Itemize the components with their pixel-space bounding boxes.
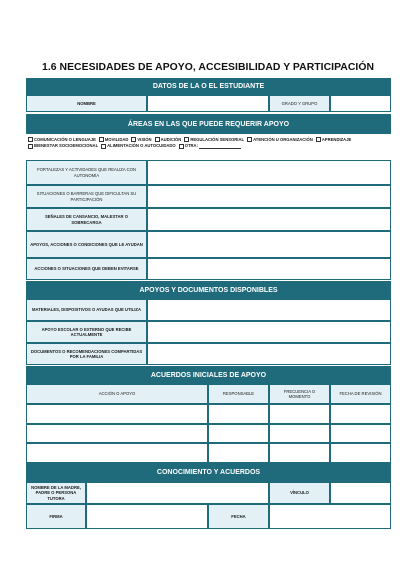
agreement-column-header: FECHA DE REVISIÓN [330, 384, 391, 404]
grade-field[interactable] [330, 95, 391, 112]
agreement-cell[interactable] [208, 424, 269, 444]
checkbox-icon[interactable] [155, 137, 160, 142]
area-row-field[interactable] [147, 160, 391, 185]
consent-section-header: CONOCIMIENTO Y ACUERDOS [26, 463, 391, 482]
agreement-column-header: FRECUENCIA O MOMENTO [269, 384, 330, 404]
areas-section-header: ÁREAS EN LAS QUE PUEDE REQUERIR APOYO [26, 114, 391, 134]
area-option-label: VISIÓN [137, 137, 152, 142]
checkbox-icon[interactable] [28, 144, 33, 149]
checkbox-icon[interactable] [131, 137, 136, 142]
area-option[interactable] [184, 137, 244, 142]
agreement-cell[interactable] [330, 443, 391, 463]
area-row-label: APOYOS, ACCIONES O CONDICIONES QUE LE AYUDAN [26, 231, 147, 258]
area-option-label: APRENDIZAJE [321, 137, 352, 142]
date-field[interactable] [269, 504, 391, 529]
area-option[interactable] [131, 137, 151, 142]
area-option-label: OTRA: [184, 143, 198, 149]
area-option[interactable] [28, 143, 98, 148]
area-row-field[interactable] [147, 231, 391, 258]
area-option[interactable] [179, 143, 241, 148]
area-row-field[interactable] [147, 185, 391, 208]
agreement-cell[interactable] [330, 424, 391, 444]
support-row-label: MATERIALES, DISPOSITIVOS O AYUDAS QUE UTILIZA [26, 299, 147, 321]
area-row-label: SITUACIONES O BARRERAS QUE DIFICULTAN SU PARTICIPACIÓN [26, 185, 147, 208]
area-option-label: AUDICIÓN [160, 137, 182, 142]
guardian-label: NOMBRE DE LA MADRE, PADRE O PERSONA TUTORA [26, 482, 86, 504]
checkbox-icon[interactable] [28, 137, 33, 142]
checkbox-icon[interactable] [247, 137, 252, 142]
area-option[interactable] [247, 137, 313, 142]
other-field[interactable] [199, 144, 241, 149]
checkbox-icon[interactable] [316, 137, 321, 142]
area-row-field[interactable] [147, 258, 391, 280]
signature-field[interactable] [86, 504, 208, 529]
agreement-cell[interactable] [26, 404, 208, 424]
signature-label: FIRMA [26, 504, 86, 529]
agreement-cell[interactable] [330, 404, 391, 424]
grade-label: GRADO Y GRUPO [269, 95, 330, 112]
agreement-column-header: RESPONSABLE [208, 384, 269, 404]
area-option[interactable] [316, 137, 352, 142]
guardian-field[interactable] [86, 482, 269, 504]
area-option-label: BIENESTAR SOCIOEMOCIONAL [34, 143, 99, 149]
area-row-label: SEÑALES DE CANSANCIO, MALESTAR O SOBRECARGA [26, 208, 147, 231]
support-row-field[interactable] [147, 299, 391, 321]
student-section-header: DATOS DE LA O EL ESTUDIANTE [26, 78, 391, 95]
support-row-field[interactable] [147, 321, 391, 343]
area-option-label: MOVILIDAD [104, 137, 129, 142]
area-option-label: COMUNICACIÓN O LENGUAJE [34, 137, 96, 142]
agreements-section-header: ACUERDOS INICIALES DE APOYO [26, 366, 391, 384]
support-row-field[interactable] [147, 343, 391, 365]
name-label: NOMBRE [26, 95, 147, 112]
area-option-label: ATENCIÓN U ORGANIZACIÓN [253, 137, 313, 142]
checkbox-icon[interactable] [184, 137, 189, 142]
checkbox-icon[interactable] [101, 144, 106, 149]
agreement-cell[interactable] [26, 424, 208, 444]
area-option[interactable] [101, 143, 176, 148]
area-option[interactable] [99, 137, 129, 142]
date-label: FECHA [208, 504, 269, 529]
area-row-field[interactable] [147, 208, 391, 231]
area-option-label: REGULACIÓN SENSORIAL [190, 137, 245, 142]
supports-section-header: APOYOS Y DOCUMENTOS DISPONIBLES [26, 281, 391, 299]
relation-label: VÍNCULO [269, 482, 330, 504]
agreement-cell[interactable] [26, 443, 208, 463]
agreement-cell[interactable] [269, 404, 330, 424]
agreement-column-header: ACCIÓN O APOYO [26, 384, 208, 404]
area-row-label: ACCIONES O SITUACIONES QUE DEBEN EVITARSE [26, 258, 147, 280]
agreement-cell[interactable] [269, 424, 330, 444]
agreement-cell[interactable] [269, 443, 330, 463]
area-row-label: FORTALEZAS Y ACTIVIDADES QUE REALIZA CON AUTONOMÍA [26, 160, 147, 185]
checkbox-icon[interactable] [179, 144, 184, 149]
agreement-cell[interactable] [208, 404, 269, 424]
support-row-label: DOCUMENTOS O RECOMENDACIONES COMPARTIDAS POR LA FAMILIA [26, 343, 147, 365]
relation-field[interactable] [330, 482, 391, 504]
name-field[interactable] [147, 95, 269, 112]
area-option[interactable] [155, 137, 182, 142]
support-row-label: APOYO ESCOLAR O EXTERNO QUE RECIBE ACTUALMENTE [26, 321, 147, 343]
agreement-cell[interactable] [208, 443, 269, 463]
checkbox-icon[interactable] [99, 137, 104, 142]
page-title: 1.6 NECESIDADES DE APOYO, ACCESIBILIDAD Y PARTICIPACIÓN [41, 62, 375, 73]
area-option[interactable] [28, 137, 96, 142]
areas-checklist [28, 137, 390, 155]
area-option-label: ALIMENTACIÓN O AUTOCUIDADO [107, 143, 176, 149]
